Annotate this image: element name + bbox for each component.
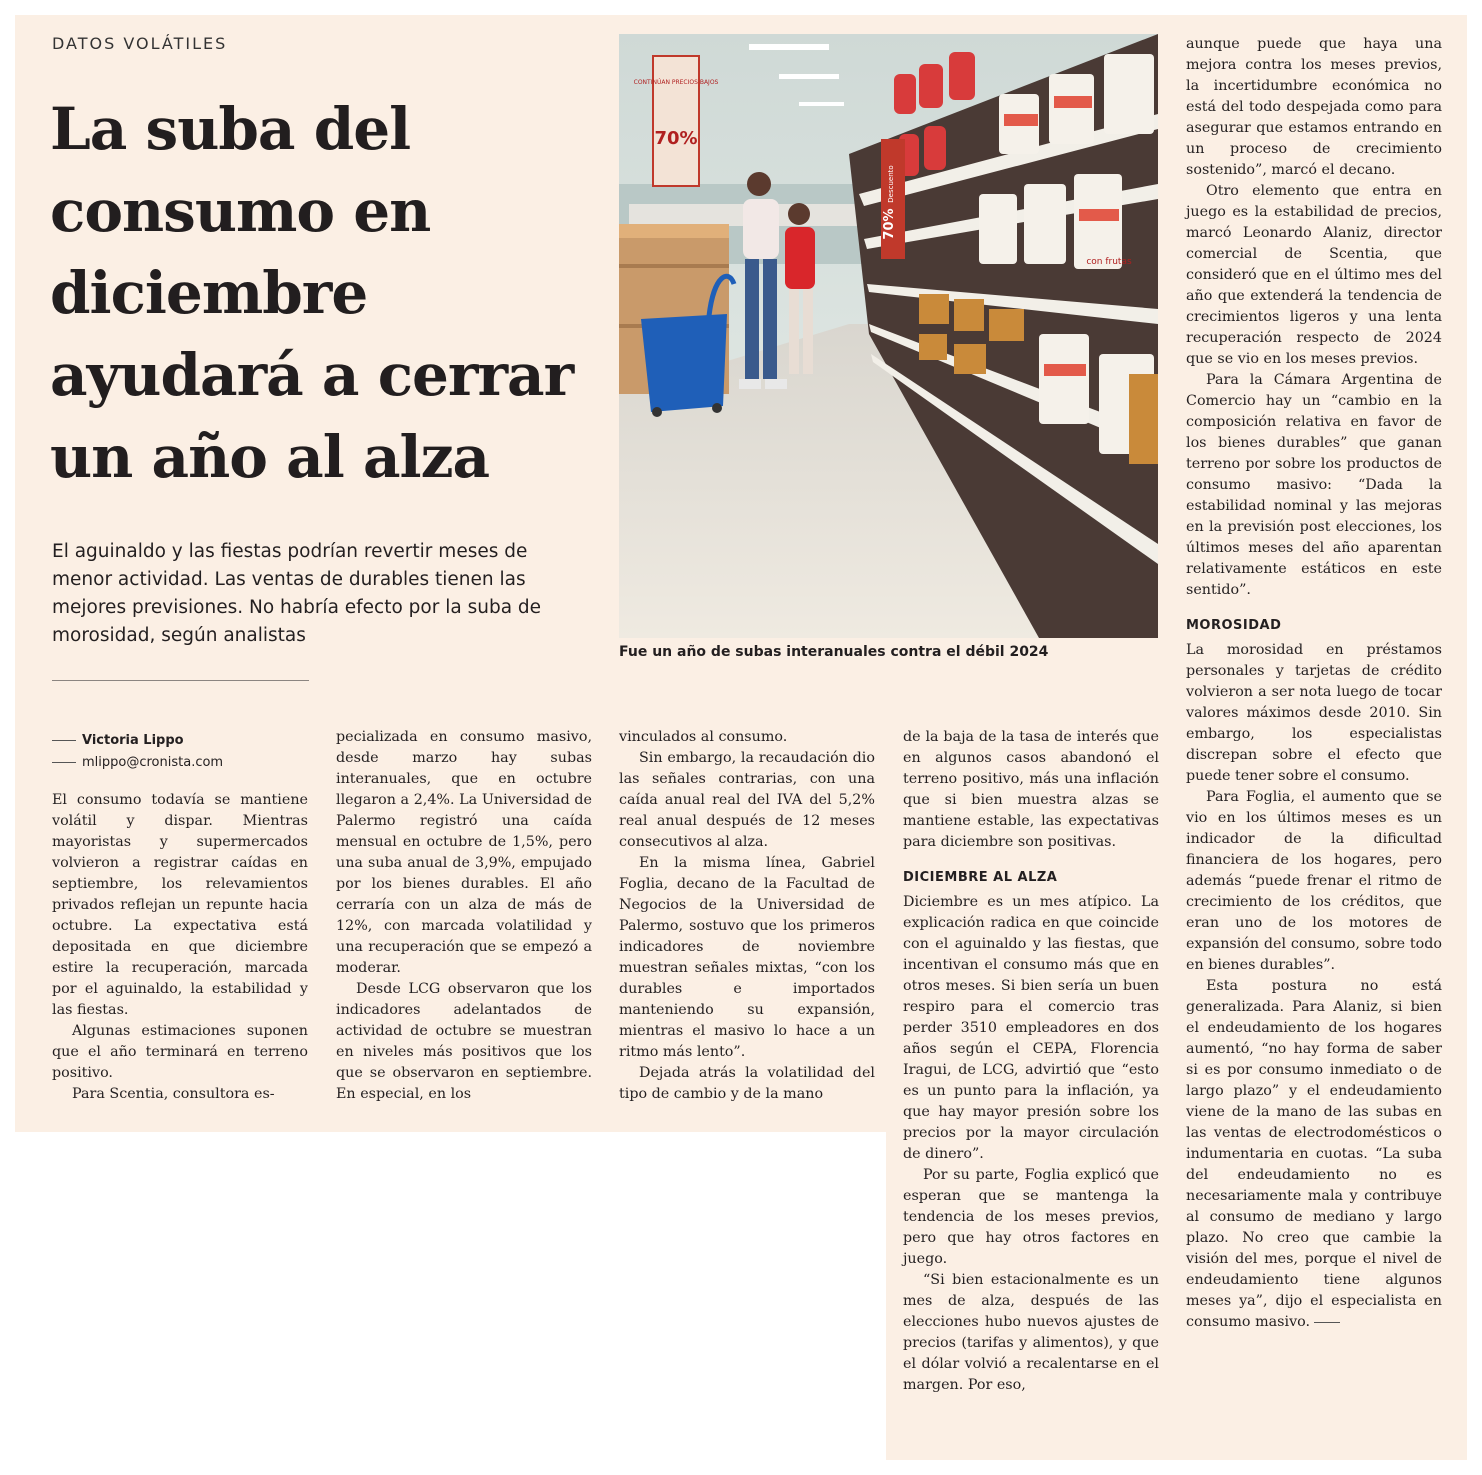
author-email: mlippo@cronista.com — [82, 755, 224, 770]
paragraph: Dejada atrás la volatilidad del tipo de cambio y de la mano — [619, 1065, 875, 1102]
deck: El aguinaldo y las fiestas podrían revertir meses de menor actividad. Las ventas de durables tienen las mejores previsiones. No habría efecto por la suba de morosidad, según analistas — [52, 541, 542, 646]
sign-text: CONTINÚAN PRECIOS BAJOS — [633, 79, 719, 86]
article-column-5 — [1186, 34, 1442, 1333]
subhead-diciembre: DICIEMBRE AL ALZA — [903, 870, 1058, 885]
paragraph: Para Foglia, el aumento que se vio en los últimos meses es un indicador de la dificultad financiera de los hogares, pero además “puede frenar el ritmo de crecimiento de los créditos, que eran uno de los motores de expansión del consumo, sobre todo en bienes durables”. — [1186, 789, 1442, 973]
photo-caption: Fue un año de subas interanuales contra el débil 2024 — [619, 644, 1049, 660]
end-mark — [1314, 1322, 1340, 1323]
paragraph: La morosidad en préstamos personales y tarjetas de crédito volvieron a ser nota luego de tocar valores máximos desde 2010. Sin embargo, los especialistas discrepan sobre el efecto que puede tener sobre el consumo. — [1186, 642, 1442, 784]
paragraph: Para la Cámara Argentina de Comercio hay un “cambio en la composición relativa en favor de los bienes durables” que ganan terreno por sobre los productos de consumo masivo: “Dada la estabilidad nominal y las mejoras en la previsión post elecciones, los últimos meses del año aparentan relativamente estáticos en este sentido”. — [1186, 372, 1442, 598]
deck-divider — [52, 680, 309, 681]
paragraph: Por su parte, Foglia explicó que esperan que se mantenga la tendencia de los meses previos, pero que hay otros factores en juego. — [903, 1167, 1159, 1267]
paragraph: El consumo todavía se mantiene volátil y dispar. Mientras mayoristas y supermercados volvieron a registrar caídas en septiembre, los relevamientos privados reflejan un repunte hacia octubre. La expectativa está depositada en que diciembre estire la recuperación, marcada por el aguinaldo, la estabilidad y las fiestas. — [52, 792, 308, 1018]
article-column-4 — [903, 727, 1159, 1396]
paragraph: Diciembre es un mes atípico. La explicación radica en que coincide con el aguinaldo y las fiestas, que incentivan el consumo más que en otros meses. Si bien sería un buen respiro para el comercio tras perder 3510 empleadores en dos años según el CEPA, Florencia Iragui, de LCG, advirtió que “esto es un punto para la inflación, ya que hay mayor presión sobre los precios por la mayor circulación de dinero”. — [903, 894, 1159, 1162]
shelf-tag: Descuento — [887, 165, 895, 203]
supermarket-photo — [619, 34, 1158, 638]
paragraph: “Si bien estacionalmente es un mes de alza, después de las elecciones hubo nuevos ajustes de precios (tarifas y alimentos), y que el dólar volvió a recalentarse en el margen. Por eso, — [903, 1272, 1159, 1393]
byline — [52, 730, 223, 774]
paragraph: Para Scentia, consultora es- — [72, 1086, 275, 1102]
article-column-3 — [619, 727, 875, 1105]
shopper-figures — [739, 172, 815, 389]
paragraph: Desde LCG observaron que los indicadores adelantados de actividad de octubre se muestran en niveles más positivos que los que se observaron en septiembre. En especial, en los — [336, 981, 592, 1102]
paragraph: Sin embargo, la recaudación dio las señales contrarias, con una caída anual real del IVA del 5,2% real anual después de 12 meses consecutivos al alza. — [619, 750, 875, 850]
author-name: Victoria Lippo — [82, 733, 184, 748]
paragraph: pecializada en consumo masivo, desde marzo hay subas interanuales, que en octubre llegaron a 2,4%. La Universidad de Palermo registró una caída mensual en octubre de 1,5%, pero una suba anual de 3,9%, empujado por los bienes durables. El año cerraría con un alza de más de 12%, con marcada volatilidad y una recuperación que se empezó a moderar. — [336, 729, 592, 976]
package-label: con frutas — [1086, 257, 1132, 267]
paragraph: aunque puede que haya una mejora contra los meses previos, la incertidumbre económica no está del todo despejada como para asegurar que estamos entrando en un proceso de crecimiento sostenido”, marcó el decano. — [1186, 36, 1442, 178]
article-column-1 — [52, 790, 308, 1105]
shelf-discount: 70% — [882, 208, 897, 240]
headline: La suba del consumo en diciembre ayudará a cerrar un año al alza — [50, 95, 574, 491]
paragraph: vinculados al consumo. — [619, 729, 788, 745]
paragraph: Esta postura no está generalizada. Para Alaniz, si bien el endeudamiento de los hogares aumentó, “no hay forma de saber si es por consumo inmediato o de largo plazo” y el endeudamiento viene de la mano de las subas en las ventas de electrodomésticos o indumentaria en cuotas. “La suba del endeudamiento no es necesariamente mala y contribuye al consumo de mediano y largo plazo. No creo que cambie la visión del mes, porque el nivel de endeudamiento tiene algunos meses ya”, dijo el especialista en consumo masivo. — [1186, 978, 1442, 1330]
section-label: DATOS VOLÁTILES — [52, 34, 228, 53]
paragraph: Otro elemento que entra en juego es la estabilidad de precios, marcó Leonardo Alaniz, director comercial de Scentia, que consideró que en el último mes del año que extenderá la tendencia de crecimientos ligeros y una lenta recuperación respecto de 2024 que se vio en los meses previos. — [1186, 183, 1442, 367]
article-column-2 — [336, 727, 592, 1105]
paragraph: Algunas estimaciones suponen que el año terminará en terreno positivo. — [52, 1023, 308, 1081]
paragraph: En la misma línea, Gabriel Foglia, decano de la Facultad de Negocios de la Universidad de Palermo, sostuvo que los primeros indicadores de noviembre muestran señales mixtas, “con los durables e importados manteniendo su expansión, mientras el masivo lo hace a un ritmo más lento”. — [619, 855, 875, 1060]
sign-discount: 70% — [654, 128, 698, 149]
subhead-morosidad: MOROSIDAD — [1186, 618, 1282, 633]
paragraph: de la baja de la tasa de interés que en algunos casos abandonó el terreno positivo, más una inflación que si bien muestra alzas se mantiene estable, las expectativas para diciembre son positivas. — [903, 729, 1159, 850]
